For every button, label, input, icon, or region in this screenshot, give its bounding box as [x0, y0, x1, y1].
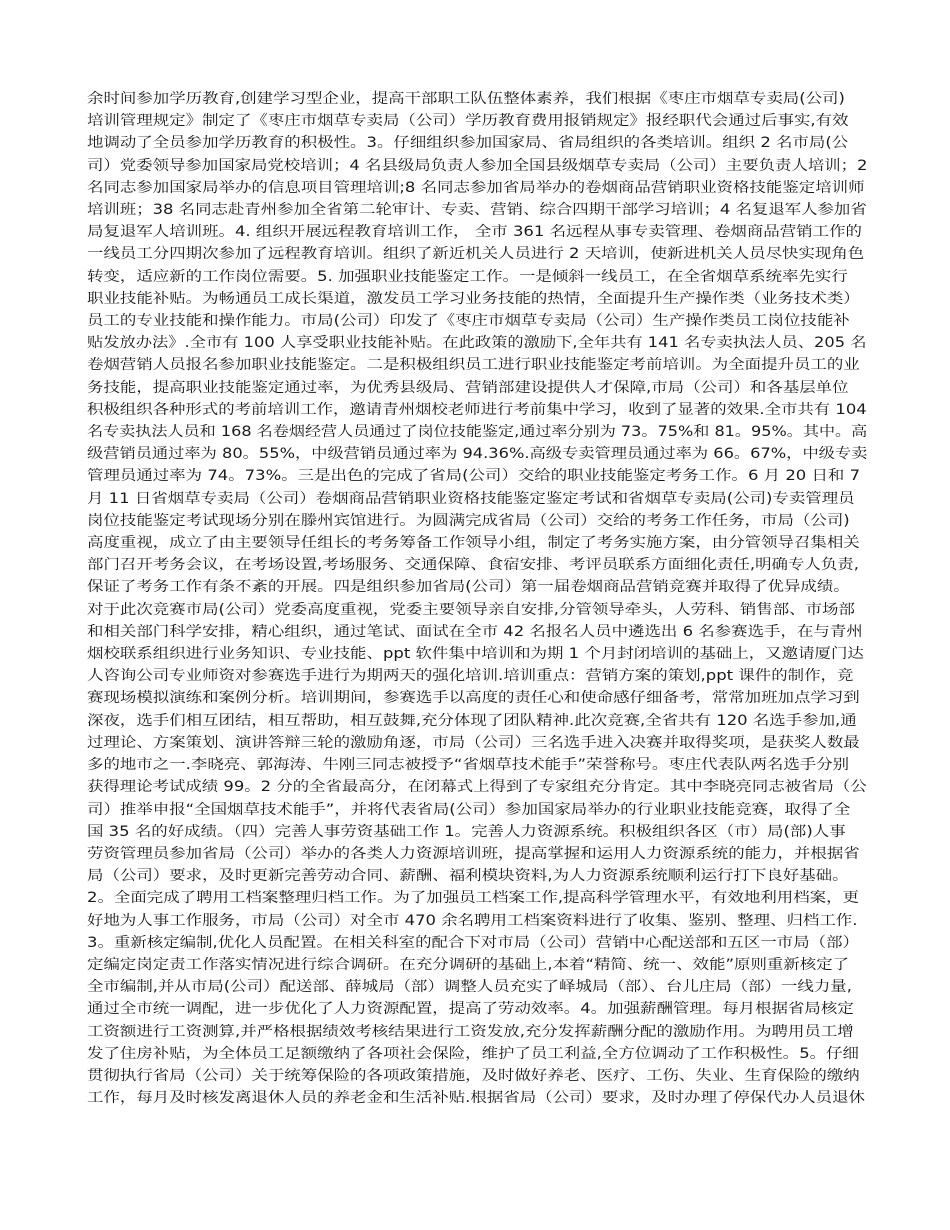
text-line: 贯彻执行省局（公司）关于统筹保险的各项政策措施，及时做好养老、医疗、工伤、失业、生育保险的缴纳 [87, 1067, 860, 1084]
text-line: 贴发放办法》.全市有 100 人享受职业技能补贴。在此政策的激励下,全年共有 141 名专卖执法人员、205 名 [87, 335, 867, 352]
text-line: 2。全面完成了聘用工档案整理归档工作。为了加强员工档案工作,提高科学管理水平，有效地利用档案，更 [87, 890, 859, 907]
text-line: 保证了考务工作有条不紊的开展。四是组织参加省局(公司）第一届卷烟商品营销竞赛并取得了优异成绩。 [87, 579, 850, 596]
text-line: 多的地市之一.李晓亮、郭海涛、牛刚三同志被授予“省烟草技术能手”荣誉称号。枣庄代表队两名选手分别 [87, 757, 850, 774]
text-line: 一线员工分四期次参加了远程教育培训。组织了新近机关人员进行 2 天培训，使新进机关人员尽快实现角色 [87, 246, 865, 263]
text-line: 对于此次竞赛市局(公司）党委高度重视，党委主要领导亲自安排,分管领导牵头，人劳科、销售部、市场部 [87, 601, 855, 618]
text-line: 获得理论考试成绩 99。2 分的全省最高分，在闭幕式上得到了专家组充分肯定。其中李晓亮同志被省局（公 [87, 779, 867, 796]
text-line: 部门召开考务会议，在考场设置,考场服务、交通保障、食宿安排、考评员联系方面细化责任,明确专人负责, [87, 557, 859, 574]
text-line: 局复退军人培训班。4. 组织开展远程教育培训工作， 全市 361 名远程从事专卖管理、卷烟商品营销工作的 [87, 224, 862, 241]
text-line: 和相关部门科学安排，精心组织，通过笔试、面试在全市 42 名报名人员中遴选出 6 名参赛选手，在与青州 [87, 623, 863, 640]
text-line: 国 35 名的好成绩。（四）完善人事劳资基础工作 1。完善人力资源系统。积极组织各区（市）局(部)人事 [87, 823, 846, 840]
text-line: 积极组织各种形式的考前培训工作，邀请青州烟校老师进行考前集中学习，收到了显著的效果.全市共有 104 [87, 401, 867, 418]
document-body-text [87, 88, 867, 1109]
text-line: 司）党委领导参加国家局党校培训；4 名县级局负责人参加全国县级烟草专卖局（公司）主要负责人培训；2 [87, 157, 868, 174]
text-line: 3。重新核定编制,优化人员配置。在相关科室的配合下对市局（公司）营销中心配送部和五区一市局（部） [87, 934, 859, 951]
text-line: 培训班；38 名同志赴青州参加全省第二轮审计、专卖、营销、综合四期干部学习培训；4 名复退军人参加省 [87, 202, 867, 219]
text-line: 高度重视，成立了由主要领导任组长的考务筹备工作领导小组，制定了考务实施方案，由分管领导召集相关 [87, 535, 860, 552]
text-line: 深夜，选手们相互团结，相互帮助，相互鼓舞,充分体现了团队精神.此次竞赛,全省共有 120 名选手参加,通 [87, 712, 857, 729]
text-line: 通过全市统一调配，进一步优化了人力资源配置，提高了劳动效率。4。加强薪酬管理。每月根据省局核定 [87, 1001, 854, 1018]
text-line: 名同志参加国家局举办的信息项目管理培训;8 名同志参加省局举办的卷烟商品营销职业资格技能鉴定培训师 [87, 179, 865, 196]
text-line: 员工的专业技能和操作能力。市局(公司）印发了《枣庄市烟草专卖局（公司）生产操作类员工岗位技能补 [87, 313, 850, 330]
text-line: 务技能，提高职业技能鉴定通过率，为优秀县级局、营销部建设提供人才保障,市局（公司）和各基层单位 [87, 379, 849, 396]
text-line: 月 11 日省烟草专卖局（公司）卷烟商品营销职业资格技能鉴定鉴定考试和省烟草专卖局(公司)专卖管理员 [87, 490, 855, 507]
text-line: 过理论、方案策划、演讲答辩三轮的激励角逐，市局（公司）三名选手进入决赛并取得奖项，是获奖人数最 [87, 734, 860, 751]
text-line: 地调动了全员参加学历教育的积极性。3。仔细组织参加国家局、省局组织的各类培训。组织 2 名市局(公 [87, 135, 849, 152]
text-line: 全市编制,并从市局(公司）配送部、薛城局（部）调整人员充实了峄城局（部）、台儿庄局（部）一线力量, [87, 979, 852, 996]
text-line: 烟校联系组织进行业务知识、专业技能、ppt 软件集中培训和为期 1 个月封闭培训的基础上，又邀请厦门达 [87, 646, 864, 663]
text-line: 定编定岗定责工作落实情况进行综合调研。在充分调研的基础上,本着“精简、统一、效能”原则重新核定了 [87, 956, 850, 973]
text-line: 岗位技能鉴定考试现场分别在滕州宾馆进行。为圆满完成省局（公司）交给的考务工作任务，市局（公司) [87, 512, 850, 529]
text-line: 卷烟营销人员报名参加职业技能鉴定。二是积极组织员工进行职业技能鉴定考前培训。为全面提升员工的业 [87, 357, 860, 374]
text-line: 级营销员通过率为 80。55%，中级营销员通过率为 94.36%.高级专卖管理员通过率为 66。67%，中级专卖 [87, 446, 868, 463]
text-line: 人咨询公司专业师资对参赛选手进行为期两天的强化培训.培训重点：营销方案的策划,ppt 课件的制作，竞 [87, 668, 854, 685]
text-line: 余时间参加学历教育,创建学习型企业，提高干部职工队伍整体素养，我们根据《枣庄市烟草专卖局(公司) [87, 91, 845, 107]
text-line: 职业技能补贴。为畅通员工成长渠道，激发员工学习业务技能的热情，全面提升生产操作类（业务技术类） [87, 290, 860, 307]
text-line: 局（公司）要求，及时更新完善劳动合同、薪酬、福利模块资料,为人力资源系统顺利运行打下良好基础。 [87, 868, 849, 885]
text-line: 好地为人事工作服务，市局（公司）对全市 470 余名聘用工档案资料进行了收集、鉴别、整理、归档工作. [87, 912, 858, 929]
text-line: 发了住房补贴，为全体员工足额缴纳了各项社会保险，维护了员工利益,全方位调动了工作积极性。5。仔细 [87, 1045, 859, 1062]
text-line: 赛现场模拟演练和案例分析。培训期间，参赛选手以高度的责任心和使命感仔细备考，常常加班加点学习到 [87, 690, 860, 707]
text-line: 管理员通过率为 74。73%。三是出色的完成了省局(公司）交给的职业技能鉴定考务工作。6 月 20 日和 7 [87, 468, 861, 485]
text-line: 劳资管理员参加省局（公司）举办的各类人力资源培训班，提高掌握和运用人力资源系统的能力，并根据省 [87, 845, 860, 862]
text-line: 工资额进行工资测算,并严格根据绩效考核结果进行工资发放,充分发挥薪酬分配的激励作用。为聘用员工增 [87, 1023, 854, 1040]
text-line: 转变，适应新的工作岗位需要。5. 加强职业技能鉴定工作。一是倾斜一线员工，在全省烟草系统率先实行 [87, 268, 848, 285]
text-line: 名专卖执法人员和 168 名卷烟经营人员通过了岗位技能鉴定,通过率分别为 73。75%和 81。95%。其中。高 [87, 424, 868, 441]
text-line: 培训管理规定》制定了《枣庄市烟草专卖局（公司）学历教育费用报销规定》报经职代会通过后事实,有效 [87, 113, 849, 130]
text-line: 司）推举申报“全国烟草技术能手”，并将代表省局(公司）参加国家局举办的行业职业技能竞赛，取得了全 [87, 801, 851, 818]
text-line: 工作，每月及时核发离退休人员的养老金和生活补贴.根据省局（公司）要求，及时办理了停保代办人员退休 [87, 1090, 865, 1107]
